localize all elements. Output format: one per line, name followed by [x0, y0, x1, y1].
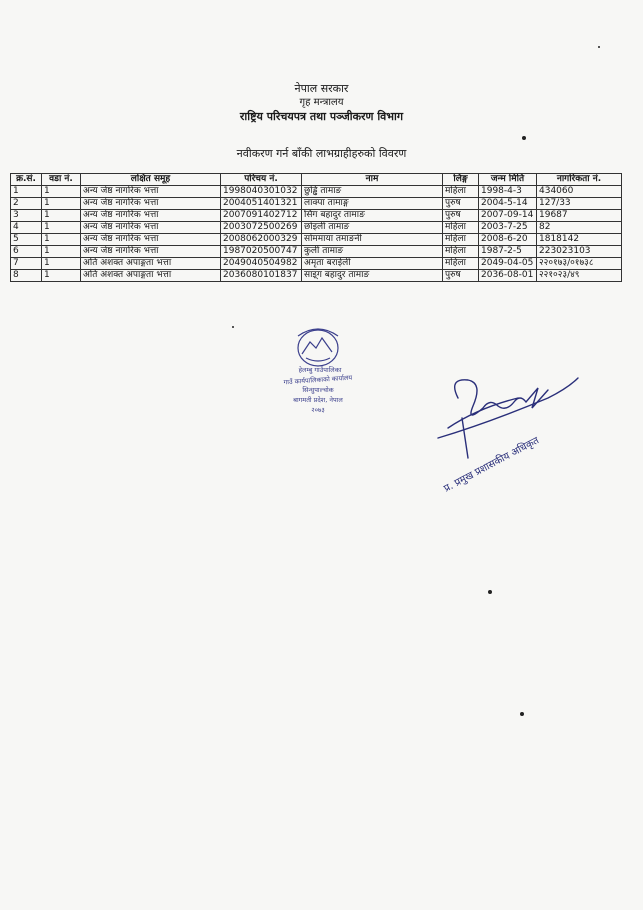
table-cell: 223023103: [537, 246, 622, 258]
table-cell: महिला: [443, 246, 479, 258]
table-cell: 1998040301032: [221, 186, 302, 198]
table-cell: 2036080101837: [221, 270, 302, 282]
table-cell: अन्य जेष्ठ नागरिक भत्ता: [81, 186, 221, 198]
table-cell: 434060: [537, 186, 622, 198]
table-cell: 1: [42, 258, 81, 270]
table-cell: साइ्ग बहादुर तामाङ: [302, 270, 443, 282]
table-cell: पुरुष: [443, 198, 479, 210]
table-row: [11, 270, 622, 282]
table-cell: कुर्ली तामाङ: [302, 246, 443, 258]
table-body: [11, 186, 622, 282]
table-cell: 1998-4-3: [479, 186, 537, 198]
table-cell: 1: [42, 246, 81, 258]
beneficiary-table: [10, 173, 622, 282]
column-header: लक्षित समूह: [81, 174, 221, 186]
table-cell: लाक्पा तामाङ्ग: [302, 198, 443, 210]
column-header: नाम: [302, 174, 443, 186]
table-cell: अन्य जेष्ठ नागरिक भत्ता: [81, 246, 221, 258]
table-cell: 2008062000329: [221, 234, 302, 246]
table-row: [11, 210, 622, 222]
table-cell: 2: [11, 198, 42, 210]
table-cell: 127/33: [537, 198, 622, 210]
table-cell: 3: [11, 210, 42, 222]
scan-speck: [522, 136, 526, 140]
table-cell: 2003-7-25: [479, 222, 537, 234]
table-cell: अति अशक्त अपाङ्गता भत्ता: [81, 258, 221, 270]
table-cell: २२१०२३/४९: [537, 270, 622, 282]
table-cell: 7: [11, 258, 42, 270]
column-header: लिङ्ग: [443, 174, 479, 186]
table-cell: 6: [11, 246, 42, 258]
table-row: [11, 186, 622, 198]
column-header: क्र.सं.: [11, 174, 42, 186]
table-cell: 2004-5-14: [479, 198, 537, 210]
municipality-seal: [262, 320, 374, 432]
table-cell: सोममाया तमाङनी: [302, 234, 443, 246]
document-header: [0, 82, 643, 124]
table-cell: 2007091402712: [221, 210, 302, 222]
table-cell: 2049-04-05: [479, 258, 537, 270]
table-cell: 1: [42, 222, 81, 234]
table-cell: २२०१७३/०१७३८: [537, 258, 622, 270]
table-cell: 8: [11, 270, 42, 282]
seal-line-3: सिन्धुपाल्चोक: [302, 386, 334, 394]
table-cell: 2003072500269: [221, 222, 302, 234]
table-cell: पुरुष: [443, 270, 479, 282]
table-cell: 1: [42, 210, 81, 222]
seal-line-5: २०७३: [311, 406, 325, 414]
table-cell: 1: [42, 186, 81, 198]
table-cell: 1987020500747: [221, 246, 302, 258]
table-cell: 19687: [537, 210, 622, 222]
column-header: जन्म मिति: [479, 174, 537, 186]
table-cell: 1: [11, 186, 42, 198]
table-header-row: [11, 174, 622, 186]
ministry-name: गृह मन्त्रालय: [299, 97, 344, 108]
table-cell: 1: [42, 198, 81, 210]
table-cell: अन्य जेष्ठ नागरिक भत्ता: [81, 234, 221, 246]
table-cell: 5: [11, 234, 42, 246]
table-cell: 2049040504982: [221, 258, 302, 270]
officer-signature: [428, 368, 608, 498]
seal-line-1: हेलम्बु गाउँपालिका: [298, 366, 342, 374]
table-cell: 1: [42, 270, 81, 282]
table-cell: 1818142: [537, 234, 622, 246]
table-cell: महिला: [443, 234, 479, 246]
table-cell: सिंग बहादुर तामाङ: [302, 210, 443, 222]
government-name: नेपाल सरकार: [294, 82, 349, 95]
table-cell: 4: [11, 222, 42, 234]
table-cell: 2036-08-01: [479, 270, 537, 282]
document-subtitle: नवीकरण गर्न बाँकी लाभग्राहीहरुको विवरण: [236, 147, 407, 160]
department-name: राष्ट्रिय परिचयपत्र तथा पञ्जीकरण विभाग: [239, 110, 404, 123]
signature-stamp-text: प्र. प्रमुख प्रशासकीय अधिकृत: [442, 435, 541, 495]
table-cell: छुड्ढि तामाङ: [302, 186, 443, 198]
column-header: परिचय नं.: [221, 174, 302, 186]
scan-speck: [488, 590, 492, 594]
table-cell: 1: [42, 234, 81, 246]
table-row: [11, 222, 622, 234]
table-cell: 82: [537, 222, 622, 234]
table-row: [11, 234, 622, 246]
table-cell: अन्य जेष्ठ नागरिक भत्ता: [81, 210, 221, 222]
table-cell: अन्य जेष्ठ नागरिक भत्ता: [81, 198, 221, 210]
scan-speck: [232, 326, 234, 328]
seal-line-2: गाउँ कार्यपालिकाको कार्यालय: [283, 373, 353, 387]
table-cell: महिला: [443, 186, 479, 198]
table-cell: 1987-2-5: [479, 246, 537, 258]
table-cell: 2004051401321: [221, 198, 302, 210]
table-cell: महिला: [443, 258, 479, 270]
table-cell: छोइली तामाङ: [302, 222, 443, 234]
table-cell: अन्य जेष्ठ नागरिक भत्ता: [81, 222, 221, 234]
table-cell: अति अशक्त अपाङ्गता भत्ता: [81, 270, 221, 282]
table-row: [11, 198, 622, 210]
column-header: नागरिकता नं.: [537, 174, 622, 186]
table-cell: पुरुष: [443, 210, 479, 222]
scan-speck: [598, 46, 600, 48]
table-row: [11, 258, 622, 270]
table-cell: महिला: [443, 222, 479, 234]
column-header: वडा नं.: [42, 174, 81, 186]
table-cell: 2008-6-20: [479, 234, 537, 246]
scan-speck: [520, 712, 524, 716]
table-row: [11, 246, 622, 258]
table-cell: 2007-09-14: [479, 210, 537, 222]
table-cell: अमृता बराईली: [302, 258, 443, 270]
seal-line-4: बागमती प्रदेश, नेपाल: [293, 396, 343, 404]
